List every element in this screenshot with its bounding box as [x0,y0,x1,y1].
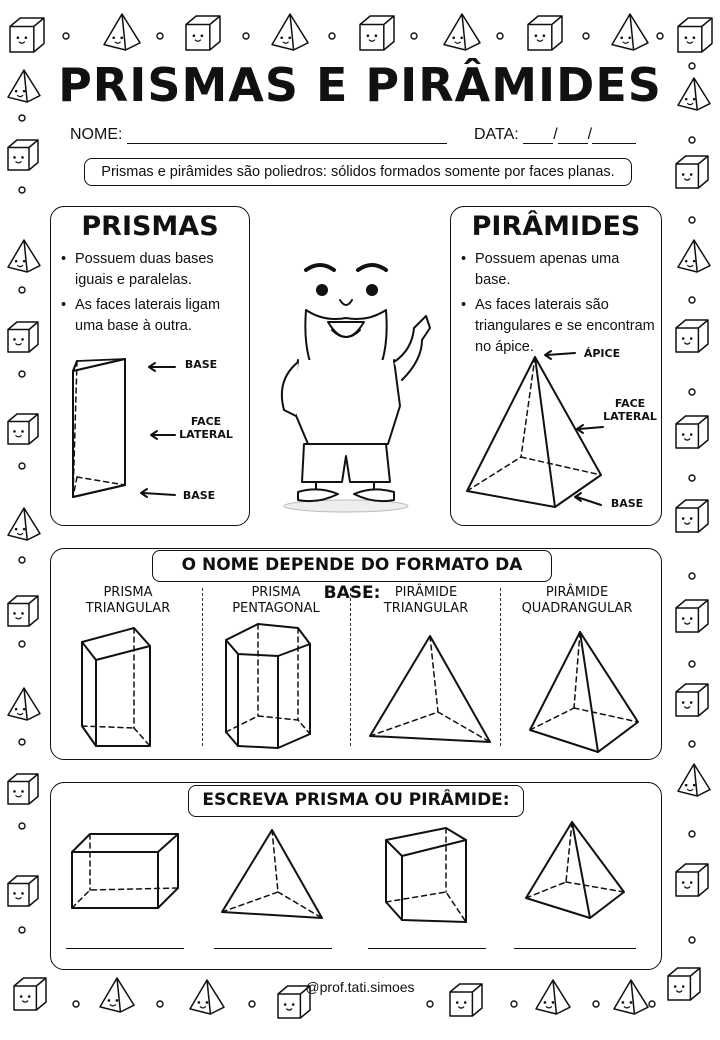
border-dot-icon [689,741,695,747]
cube-character-icon [676,864,708,896]
border-dot-icon [329,33,335,39]
cube-character-icon [676,416,708,448]
cube-character-icon [8,876,38,906]
cube-character-icon [186,16,220,50]
border-dot-icon [689,217,695,223]
exercicio-title: ESCREVA PRISMA OU PIRÂMIDE: [188,785,524,817]
column-divider [500,588,501,746]
border-dot-icon [19,463,25,469]
border-dot-icon [19,927,25,933]
exercise-triangular-pyramid [218,826,328,922]
border-dot-icon [19,287,25,293]
pentagonal-prism-shape [218,620,328,752]
mascot-illustration [262,210,442,516]
square-pyramid-shape [522,628,646,754]
column-divider [202,588,203,746]
border-dot-icon [511,1001,517,1007]
border-dot-icon [689,297,695,303]
prism-label-base-top: BASE [184,358,218,371]
border-dot-icon [19,823,25,829]
triangular-pyramid-shape [366,630,496,745]
cube-character-icon [676,156,708,188]
author-credit: @prof.tati.simoes [305,979,415,995]
border-dot-icon [157,1001,163,1007]
cube-character-icon [8,774,38,804]
border-dot-icon [157,33,163,39]
pyramid-character-icon [444,14,480,50]
border-dot-icon [583,33,589,39]
cube-character-icon [676,320,708,352]
border-dot-icon [19,739,25,745]
border-dot-icon [19,641,25,647]
piramides-title: PIRÂMIDES [471,211,641,242]
border-dot-icon [689,573,695,579]
pyramid-character-icon [8,508,40,540]
page-title: PRISMAS E PIRÂMIDES [58,58,662,112]
intro-box: Prismas e pirâmides são poliedros: sólidos formados somente por faces planas. [84,158,632,186]
exercise-triangular-prism [382,826,472,930]
date-day-line[interactable] [523,127,553,144]
border-dot-icon [497,33,503,39]
formato-col-name: PRISMA PENTAGONAL [232,585,320,616]
border-dot-icon [19,371,25,377]
formato-col-name: PIRÂMIDE QUADRANGULAR [521,585,633,616]
piramides-bullet: • Possuem apenas uma base. [461,249,657,291]
formato-col-name: PIRÂMIDE TRIANGULAR [383,585,469,616]
cube-character-icon [676,500,708,532]
prismas-bullet: • Possuem duas bases iguais e paralelas. [61,249,241,291]
cube-character-icon [676,684,708,716]
piramides-card [450,206,662,526]
border-dot-icon [689,475,695,481]
border-dot-icon [19,115,25,121]
border-dot-icon [689,137,695,143]
pyramid-label-apice: ÁPICE [583,347,621,360]
border-dot-icon [19,187,25,193]
pyramid-diagram [451,207,663,527]
prismas-title: PRISMAS [81,211,219,242]
date-month-line[interactable] [558,127,588,144]
exercise-rectangular-prism [68,826,188,916]
pyramid-label-face-lateral: FACE LATERAL [603,397,657,423]
pyramid-character-icon [678,240,710,272]
cube-character-icon [528,16,562,50]
border-dot-icon [657,33,663,39]
border-dot-icon [427,1001,433,1007]
date-year-line[interactable] [592,127,636,144]
border-dot-icon [411,33,417,39]
cube-character-icon [676,600,708,632]
name-line[interactable] [127,127,447,144]
border-dot-icon [689,937,695,943]
exercise-square-pyramid [520,818,630,924]
formato-title: O NOME DEPENDE DO FORMATO DA BASE: [152,550,552,582]
formato-col-name: PRISMA TRIANGULAR [85,585,171,616]
border-dot-icon [243,33,249,39]
cube-character-icon [678,18,712,52]
pyramid-character-icon [678,764,710,796]
border-dot-icon [73,1001,79,1007]
triangular-prism-shape [70,620,180,750]
cube-character-icon [10,18,44,52]
cube-character-icon [8,414,38,444]
cube-character-icon [360,16,394,50]
answer-line[interactable] [66,948,184,949]
piramides-bullet: • As faces laterais são triangulares e se encontram no ápice. [461,295,657,358]
prism-label-base-bottom: BASE [182,489,216,502]
border-dot-icon [689,831,695,837]
pyramid-character-icon [104,14,140,50]
pyramid-character-icon [612,14,648,50]
pyramid-label-base: BASE [610,497,644,510]
answer-line[interactable] [368,948,486,949]
prism-label-face-lateral: FACE LATERAL [179,415,233,441]
pyramid-character-icon [8,240,40,272]
cube-character-icon [8,596,38,626]
cube-character-icon [8,322,38,352]
pyramid-character-icon [272,14,308,50]
date-field[interactable]: DATA: / / [474,126,636,144]
border-dot-icon [249,1001,255,1007]
answer-line[interactable] [214,948,332,949]
name-field[interactable] [70,126,447,144]
border-dot-icon [689,661,695,667]
border-dot-icon [649,1001,655,1007]
border-dot-icon [689,389,695,395]
border-dot-icon [63,33,69,39]
name-label: NOME: [70,126,123,143]
pyramid-character-icon [8,688,40,720]
column-divider [350,588,351,746]
cube-character-icon [8,140,38,170]
prismas-card [50,206,250,526]
border-dot-icon [19,557,25,563]
date-label: DATA: [474,126,519,143]
border-dot-icon [593,1001,599,1007]
answer-line[interactable] [514,948,636,949]
prismas-bullet: • As faces laterais ligam uma base à outra. [61,295,241,337]
